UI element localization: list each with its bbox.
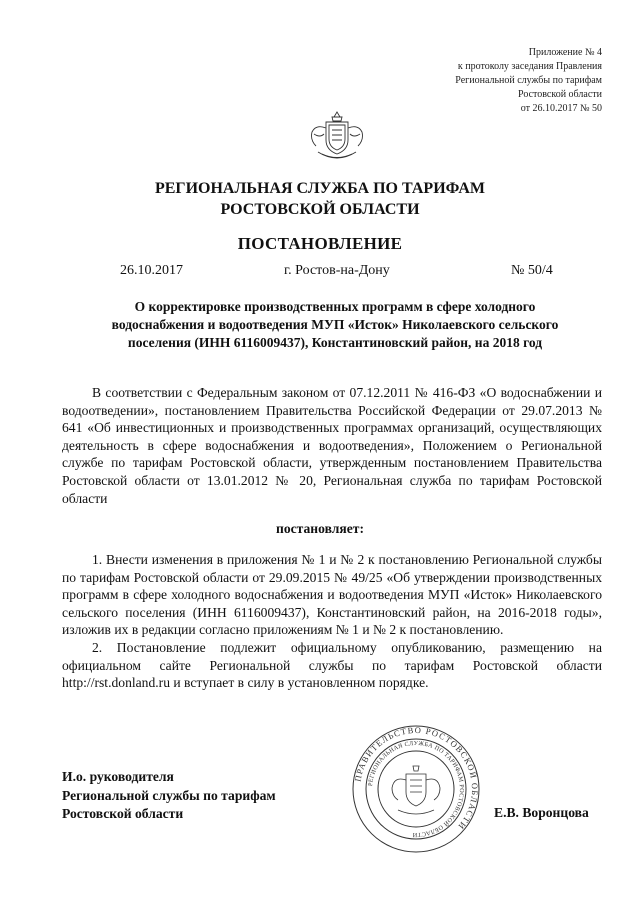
annex-line: Приложение № 4 [528,47,602,58]
document-type: ПОСТАНОВЛЕНИЕ [237,234,403,253]
annex-note [342,46,602,116]
stamp-inner-text: РЕГИОНАЛЬНАЯ СЛУЖБА ПО ТАРИФАМ РОСТОВСКОЙ ОБЛАСТИ [367,739,466,839]
annex-line: к протоколу заседания Правления [457,61,602,72]
preamble-paragraph: В соответствии с Федеральным законом от 07.12.2011 № 416-ФЗ «О водоснабжении и водоотведении», постановлением Правительства Российской Федерации от 29.07.2013 № 641 «Об инвестиционных и производственных программах организаций, осуществляющих деятельность в сфере водоснабжения и водоотведения», Положением о Региональной службе по тарифам Ростовской области, утвержденным постановлением Правительства Ростовской области от 13.01.2012 № 20, Региональная служба по тарифам Ростовской области [62,385,602,506]
document-number: № 50/4 [511,263,553,278]
stamp-emblem-icon [392,766,440,814]
coat-of-arms-emblem-icon [306,108,368,164]
document-subject: О корректировке производственных программ в сфере холодного водоснабжения и водоотведения МУП «Исток» Николаевского сельского поселения (ИНН 6116009437), Константиновский район, на 2018 год [111,299,559,350]
official-seal-stamp [350,722,482,856]
annex-line: от 26.10.2017 № 50 [520,103,602,114]
stamp-outer-text: ПРАВИТЕЛЬСТВО РОСТОВСКОЙ ОБЛАСТИ [352,724,481,833]
org-line: РЕГИОНАЛЬНАЯ СЛУЖБА ПО ТАРИФАМ [154,180,486,197]
annex-line: Ростовской области [518,89,602,100]
signer-title [62,768,322,824]
annex-line: Региональной службы по тарифам [455,75,602,86]
document-date: 26.10.2017 [120,263,183,278]
resolution-item: 2. Постановление подлежит официальному опубликованию, размещению на официальном сайте Региональной службы по тарифам Ростовской области http://rst.donland.ru и вступает в силу в установленном порядке. [62,639,602,691]
signer-name: Е.В. Воронцова [494,805,589,820]
resolution-item: 1. Внести изменения в приложения № 1 и № 2 к постановлению Региональной службы по тарифам Ростовской области от 29.09.2015 № 49/25 «Об утверждении производственных программ в сфере холодного водоснабжения и водоотведения МУП «Исток» Николаевского сельского поселения (ИНН 6116009437), Константиновский район, на 2016-2018 годы», изложив их в редакции согласно приложениям № 1 и № 2 к постановлению. [62,552,602,638]
signer-title-line: И.о. руководителя [62,769,174,784]
svg-text:РЕГИОНАЛЬНАЯ СЛУЖБА ПО ТАРИФАМ [367,740,465,838]
signer-title-line: Ростовской области [62,806,184,822]
org-line: РОСТОВСКОЙ ОБЛАСТИ [220,201,420,218]
signer-title-line: Региональной службы по тарифам [62,787,276,803]
resolution-items [62,551,602,692]
document-city: г. Ростов-на-Дону [284,263,390,278]
resolves-heading: постановляет: [276,521,364,536]
organization-name [0,178,640,220]
